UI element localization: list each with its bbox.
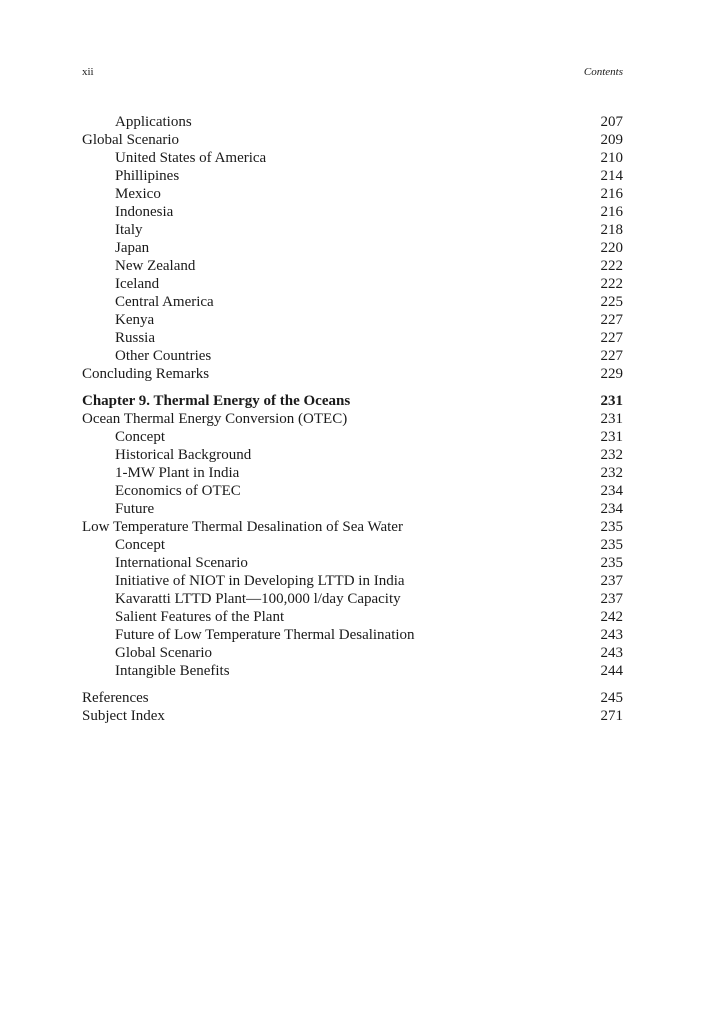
section-gap — [82, 383, 623, 392]
toc-page: 227 — [600, 312, 623, 328]
toc-entry — [82, 239, 623, 257]
toc-page: 235 — [600, 537, 623, 553]
toc-label: Mexico — [115, 186, 161, 202]
toc-page: 234 — [600, 483, 623, 499]
page-folio: xii — [82, 66, 94, 78]
toc-entry — [82, 410, 623, 428]
toc-page: 207 — [600, 114, 623, 130]
toc-page: 209 — [600, 132, 623, 148]
toc-page: 214 — [600, 168, 623, 184]
toc-page: 234 — [600, 501, 623, 517]
toc-label: Phillipines — [115, 168, 180, 184]
toc-entry — [82, 203, 623, 221]
toc-entry — [82, 446, 623, 464]
toc-entry — [82, 518, 623, 536]
toc-label: Ocean Thermal Energy Conversion (OTEC) — [82, 411, 348, 427]
toc-page: 227 — [600, 330, 623, 346]
toc-page: 237 — [600, 573, 623, 589]
toc-page: 245 — [600, 690, 623, 706]
toc-entry — [82, 131, 623, 149]
toc-entry — [82, 167, 623, 185]
toc-page: 244 — [600, 663, 623, 679]
toc-entry — [82, 185, 623, 203]
toc-entry — [82, 329, 623, 347]
toc-label: Chapter 9. Thermal Energy of the Oceans — [82, 393, 351, 409]
toc-label: Central America — [115, 294, 214, 310]
toc-page: 235 — [600, 555, 623, 571]
toc-page: 225 — [600, 294, 623, 310]
toc-entry — [82, 590, 623, 608]
toc-label: Salient Features of the Plant — [115, 609, 285, 625]
section-gap — [82, 680, 623, 689]
toc-page: 235 — [600, 519, 623, 535]
toc-entry — [82, 644, 623, 662]
toc-label: Concluding Remarks — [82, 366, 210, 382]
toc-entry — [82, 536, 623, 554]
toc-label: International Scenario — [115, 555, 248, 571]
toc-label: Other Countries — [115, 348, 212, 364]
toc-page: 243 — [600, 645, 623, 661]
toc-page: 218 — [600, 222, 623, 238]
toc-page: 210 — [600, 150, 623, 166]
toc-entry — [82, 257, 623, 275]
toc-label: Historical Background — [115, 447, 252, 463]
toc-page: 229 — [600, 366, 623, 382]
toc-label: Global Scenario — [115, 645, 213, 661]
toc-label: Subject Index — [82, 708, 165, 724]
toc-entry — [82, 689, 623, 707]
toc-page: 232 — [600, 447, 623, 463]
toc-label: Global Scenario — [82, 132, 180, 148]
toc-label: Iceland — [115, 276, 160, 292]
toc-page: 216 — [600, 204, 623, 220]
toc-page: 222 — [600, 276, 623, 292]
toc-label: Italy — [115, 222, 143, 238]
toc-label: Russia — [115, 330, 156, 346]
toc-page: 231 — [600, 393, 623, 409]
toc-label: Economics of OTEC — [115, 483, 241, 499]
toc-label: References — [82, 690, 149, 706]
toc-entry — [82, 428, 623, 446]
toc-page: 242 — [600, 609, 623, 625]
toc-entry — [82, 554, 623, 572]
toc-page: 231 — [600, 411, 623, 427]
toc-page: 232 — [600, 465, 623, 481]
toc-page: 216 — [600, 186, 623, 202]
toc-page: 227 — [600, 348, 623, 364]
toc-entry — [82, 572, 623, 590]
toc-label: Indonesia — [115, 204, 174, 220]
toc-label: Kenya — [115, 312, 155, 328]
toc-entry — [82, 626, 623, 644]
toc-entry — [82, 482, 623, 500]
toc-label: Kavaratti LTTD Plant—100,000 l/day Capacity — [115, 591, 401, 607]
toc-page: 271 — [600, 708, 623, 724]
toc-label: Future of Low Temperature Thermal Desalination — [115, 627, 415, 643]
toc-entry — [82, 275, 623, 293]
toc-entry — [82, 293, 623, 311]
toc-label: New Zealand — [115, 258, 196, 274]
toc-label: Future — [115, 501, 155, 517]
toc-entry — [82, 311, 623, 329]
toc-entry — [82, 221, 623, 239]
toc-label: Concept — [115, 429, 165, 445]
toc-entry — [82, 365, 623, 383]
toc-label: Initiative of NIOT in Developing LTTD in India — [115, 573, 405, 589]
running-title: Contents — [583, 66, 623, 78]
running-head — [82, 66, 623, 82]
toc-label: Japan — [115, 240, 150, 256]
toc-label: Intangible Benefits — [115, 663, 230, 679]
toc-entry — [82, 464, 623, 482]
toc-page: 222 — [600, 258, 623, 274]
toc-entry — [82, 149, 623, 167]
toc-page: 220 — [600, 240, 623, 256]
toc-page: 237 — [600, 591, 623, 607]
table-of-contents — [82, 113, 623, 725]
toc-entry — [82, 347, 623, 365]
toc-label: 1-MW Plant in India — [115, 465, 240, 481]
toc-label: Applications — [115, 114, 192, 130]
toc-label: Concept — [115, 537, 165, 553]
toc-page: 243 — [600, 627, 623, 643]
toc-entry — [82, 662, 623, 680]
toc-label: United States of America — [115, 150, 267, 166]
toc-chapter-heading — [82, 392, 623, 410]
toc-entry — [82, 707, 623, 725]
toc-entry — [82, 113, 623, 131]
toc-label: Low Temperature Thermal Desalination of Sea Water — [82, 519, 403, 535]
toc-entry — [82, 608, 623, 626]
toc-entry — [82, 500, 623, 518]
toc-page: 231 — [600, 429, 623, 445]
